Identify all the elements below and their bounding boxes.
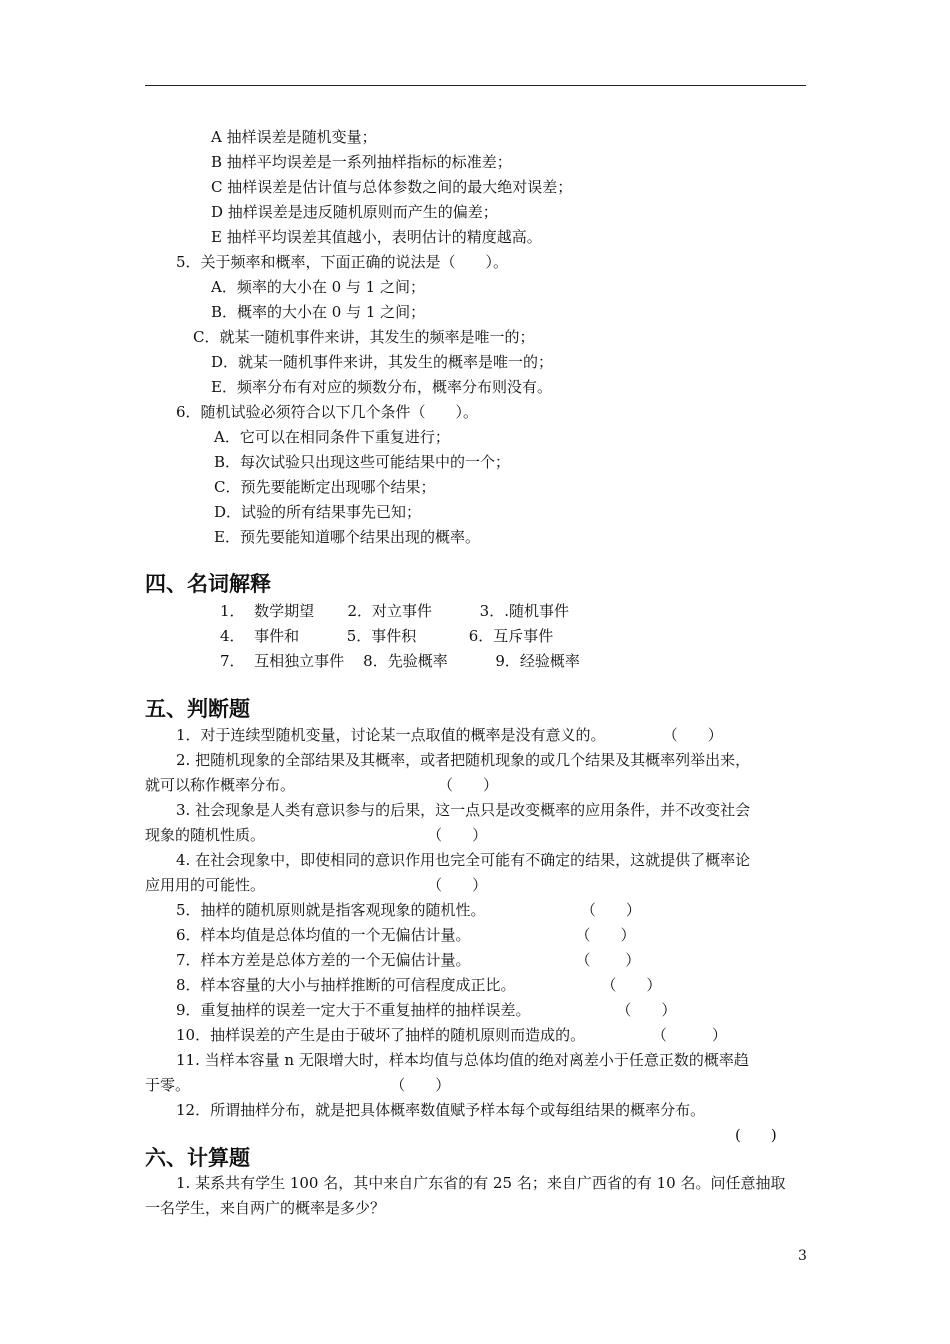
tf-item-12-answer-bracket: ( ) <box>735 1126 777 1144</box>
q4-option-a: A 抽样误差是随机变量； <box>211 128 377 146</box>
tf-item-1: 1．对于连续型随机变量，讨论某一点取值的概率是没有意义的。 （ ） <box>176 726 723 744</box>
q5-option-c: C．就某一随机事件来讲，其发生的频率是唯一的； <box>193 328 535 346</box>
tf-item-5: 5．抽样的随机原则就是指客观现象的随机性。 （ ） <box>176 901 641 919</box>
tf-item-7: 7．样本方差是总体方差的一个无偏估计量。 （ ） <box>176 951 641 969</box>
q5-option-a: A．频率的大小在 0 与 1 之间； <box>211 278 425 296</box>
tf-item-3-line-2: 现象的随机性质。 （ ） <box>145 826 488 844</box>
q6-stem: 6．随机试验必须符合以下几个条件（ ）。 <box>176 403 479 421</box>
tf-item-11-line-1: 11. 当样本容量 n 无限增大时，样本均值与总体均值的绝对离差小于任意正数的概率趋 <box>176 1051 749 1069</box>
q6-option-d: D．试验的所有结果事先已知； <box>214 503 422 521</box>
q5-option-b: B．概率的大小在 0 与 1 之间； <box>211 303 426 321</box>
q4-option-c: C 抽样误差是估计值与总体参数之间的最大绝对误差； <box>211 178 573 196</box>
tf-item-2-line-1: 2. 把随机现象的全部结果及其概率，或者把随机现象的或几个结果及其概率列举出来， <box>176 751 751 769</box>
header-rule <box>145 85 806 86</box>
section-4-heading: 四、名词解释 <box>145 572 271 596</box>
q4-option-b: B 抽样平均误差是一系列抽样指标的标准差； <box>211 153 512 171</box>
q6-option-c: C．预先要能断定出现哪个结果； <box>214 478 436 496</box>
terms-row-2: 4． 事件和 5．事件积 6．互斥事件 <box>220 627 554 645</box>
calc-item-1-line-1: 1. 某系共有学生 100 名，其中来自广东省的有 25 名；来自广西省的有 10 名。问任意抽取 <box>176 1174 786 1192</box>
tf-item-11-line-2: 于零。 （ ） <box>145 1076 451 1094</box>
tf-item-4-line-1: 4. 在社会现象中，即使相同的意识作用也完全可能有不确定的结果，这就提供了概率论 <box>176 851 751 869</box>
q6-option-a: A．它可以在相同条件下重复进行； <box>214 428 450 446</box>
q4-option-e: E 抽样平均误差其值越小，表明估计的精度越高。 <box>211 228 542 246</box>
q6-option-b: B．每次试验只出现这些可能结果中的一个； <box>214 453 511 471</box>
q5-option-e: E．频率分布有对应的频数分布，概率分布则没有。 <box>211 378 552 396</box>
terms-row-1: 1． 数学期望 2．对立事件 3．.随机事件 <box>220 602 569 620</box>
q5-option-d: D．就某一随机事件来讲，其发生的概率是唯一的； <box>211 353 554 371</box>
tf-item-8: 8．样本容量的大小与抽样推断的可信程度成正比。 （ ） <box>176 976 662 994</box>
tf-item-4-line-2: 应用用的可能性。 （ ） <box>145 876 488 894</box>
tf-item-2-line-2: 就可以称作概率分布。 （ ） <box>145 776 499 794</box>
calc-item-1-line-2: 一名学生，来自两广的概率是多少？ <box>145 1199 386 1217</box>
section-5-heading: 五、判断题 <box>145 697 250 721</box>
tf-item-9: 9．重复抽样的误差一定大于不重复抽样的抽样误差。 （ ） <box>176 1001 677 1019</box>
section-6-heading: 六、计算题 <box>145 1146 250 1170</box>
tf-item-3-line-1: 3. 社会现象是人类有意识参与的后果，这一点只是改变概率的应用条件，并不改变社会 <box>176 801 751 819</box>
q5-stem: 5．关于频率和概率，下面正确的说法是（ ）。 <box>176 253 509 271</box>
q4-option-d: D 抽样误差是违反随机原则而产生的偏差； <box>211 203 498 221</box>
tf-item-12: 12．所谓抽样分布，就是把具体概率数值赋予样本每个或每组结果的概率分布。 <box>176 1101 706 1119</box>
tf-item-6: 6．样本均值是总体均值的一个无偏估计量。 （ ） <box>176 926 636 944</box>
tf-item-10: 10．抽样误差的产生是由于破坏了抽样的随机原则而造成的。 （ ） <box>176 1026 727 1044</box>
q6-option-e: E．预先要能知道哪个结果出现的概率。 <box>214 528 480 546</box>
page-number: 3 <box>798 1248 807 1264</box>
terms-row-3: 7． 互相独立事件 8．先验概率 9．经验概率 <box>220 652 580 670</box>
